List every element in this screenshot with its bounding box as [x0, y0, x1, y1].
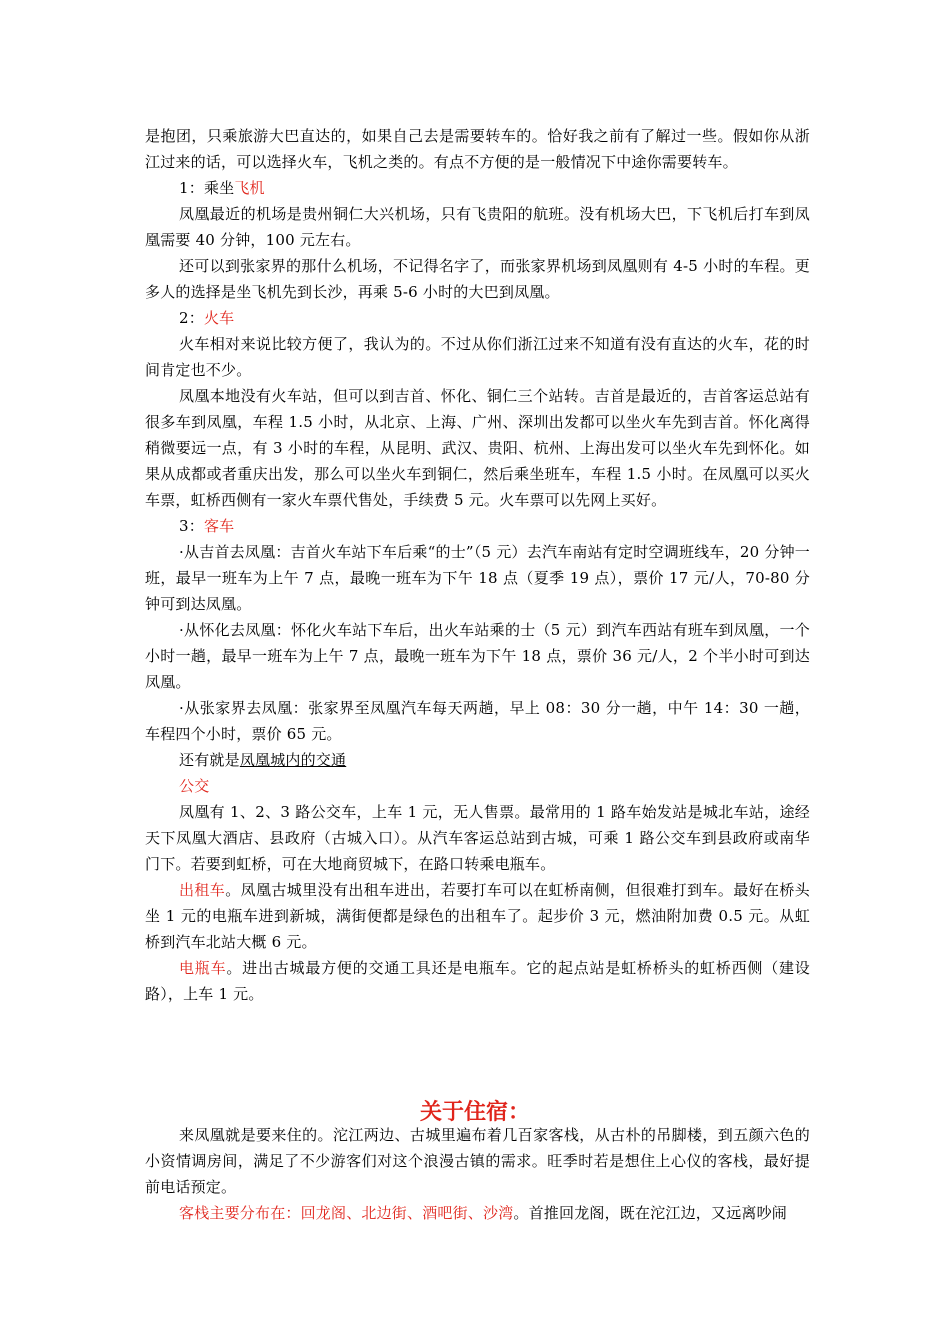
plane-heading — [145, 175, 810, 201]
intro-paragraph: 是抱团，只乘旅游大巴直达的，如果自己去是需要转车的。恰好我之前有了解过一些。假如你从浙江过来的话，可以选择火车，飞机之类的。有点不方便的是一般情况下中途你需要转车。 — [145, 127, 810, 171]
local-transport-prefix: 还有就是 — [179, 751, 240, 769]
plane-paragraph-2: 还可以到张家界的那什么机场，不记得名字了，而张家界机场到凤凰则有 4-5 小时的车程。更多人的选择是坐飞机先到长沙，再乘 5-6 小时的大巴到凤凰。 — [145, 257, 810, 301]
ebike-text: 。进出古城最方便的交通工具还是电瓶车。它的起点站是虹桥桥头的虹桥西侧（建设路），上车 1 元。 — [145, 959, 810, 1003]
coach-paragraph-zhangjiajie: ·从张家界去凤凰：张家界至凤凰汽车每天两趟，早上 08：30 分一趟，中午 14：30 一趟，车程四个小时，票价 65 元。 — [145, 699, 810, 743]
coach-heading-label: 客车 — [203, 517, 235, 535]
coach-paragraph-huaihua: ·从怀化去凤凰：怀化火车站下车后，出火车站乘的士（5 元）到汽车西站有班车到凤凰，一个小时一趟，最早一班车为上午 7 点，最晚一班车为下午 18 点，票价 36 元/人，2 个半小时可到达凤凰。 — [145, 621, 810, 691]
ebike-label: 电瓶车 — [179, 959, 227, 977]
accommodation-paragraph-2 — [145, 1200, 810, 1226]
local-bus-paragraph: 凤凰有 1、2、3 路公交车，上车 1 元，无人售票。最常用的 1 路车始发站是城北车站，途经天下凤凰大酒店、县政府（古城入口）。从汽车客运总站到古城，可乘 1 路公交车到县政府或南华门下。若要到虹桥，可在大地商贸城下，在路口转乘电瓶车。 — [145, 803, 810, 873]
taxi-text: 。凤凰古城里没有出租车进出，若要打车可以在虹桥南侧，但很难打到车。最好在桥头坐 1 元的电瓶车进到新城，满街便都是绿色的出租车了。起步价 3 元，燃油附加费 0.5 元。从虹桥到汽车北站大概 6 元。 — [145, 881, 810, 951]
taxi-label: 出租车 — [179, 881, 226, 899]
accommodation-heading: 关于住宿： — [419, 1100, 530, 1125]
train-heading-label: 火车 — [203, 309, 235, 327]
coach-paragraph-jishou: ·从吉首去凤凰：吉首火车站下车后乘“的士”（5 元）去汽车南站有定时空调班线车，20 分钟一班，最早一班车为上午 7 点，最晚一班车为下午 18 点（夏季 19 点），票价 17 元/人，70-80 分钟可到达凤凰。 — [145, 543, 810, 613]
train-heading-prefix: 2： — [179, 309, 204, 327]
local-transport-line — [145, 747, 810, 773]
local-transport-underlined: 凤凰城内的交通 — [239, 751, 347, 769]
coach-heading — [145, 513, 810, 539]
train-heading — [145, 305, 810, 331]
accommodation-paragraph-1: 来凤凰就是要来住的。沱江两边、古城里遍布着几百家客栈，从古朴的吊脚楼，到五颜六色的小资情调房间，满足了不少游客们对这个浪漫古镇的需求。旺季时若是想住上心仪的客栈，最好提前电话预定。 — [145, 1126, 810, 1196]
plane-paragraph-1: 凤凰最近的机场是贵州铜仁大兴机场，只有飞贵阳的航班。没有机场大巴，下飞机后打车到凤凰需要 40 分钟，100 元左右。 — [145, 205, 810, 249]
plane-heading-label: 飞机 — [234, 179, 265, 197]
coach-heading-prefix: 3： — [179, 517, 204, 535]
train-paragraph-1: 火车相对来说比较方便了，我认为的。不过从你们浙江过来不知道有没有直达的火车，花的时间肯定也不少。 — [145, 335, 810, 379]
inn-areas-label: 客栈主要分布在：回龙阁、北边街、酒吧街、沙湾 — [179, 1204, 514, 1222]
plane-heading-prefix: 1：乘坐 — [179, 179, 235, 197]
taxi-paragraph — [145, 877, 810, 955]
local-bus-heading: 公交 — [179, 777, 210, 795]
transport-section — [145, 123, 810, 1007]
accommodation-section — [145, 1122, 810, 1226]
train-paragraph-2: 凤凰本地没有火车站，但可以到吉首、怀化、铜仁三个站转。吉首是最近的，吉首客运总站有很多车到凤凰，车程 1.5 小时，从北京、上海、广州、深圳出发都可以坐火车先到吉首。怀化离得稍微要远一点，有 3 小时的车程，从昆明、武汉、贵阳、杭州、上海出发可以坐火车先到怀化。如果从成都或者重庆出发，那么可以坐火车到铜仁，然后乘坐班车，车程 1.5 小时。在凤凰可以买火车票，虹桥西侧有一家火车票代售处，手续费 5 元。火车票可以先网上买好。 — [145, 387, 810, 509]
inn-areas-text: 。首推回龙阁，既在沱江边，又远离吵闹 — [513, 1204, 788, 1222]
ebike-paragraph — [145, 955, 810, 1007]
